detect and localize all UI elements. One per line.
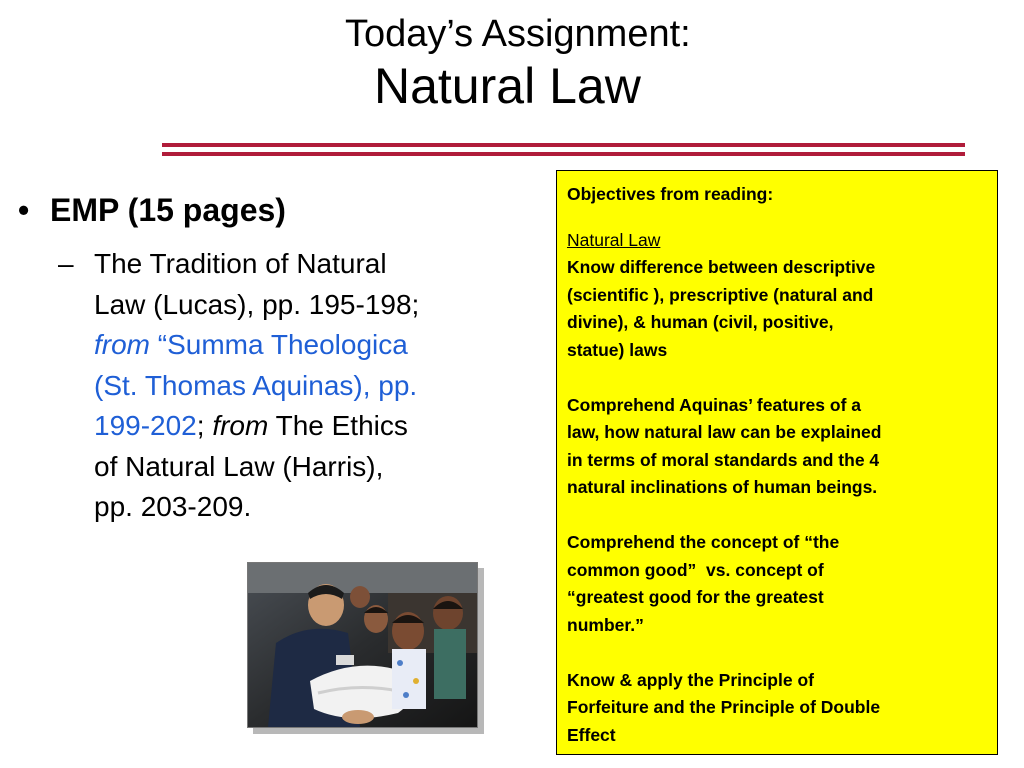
slide-title-line2: Natural Law [374, 58, 641, 114]
ethics-title: The Ethics [268, 410, 408, 441]
reading-line-5 [94, 406, 504, 447]
from-word: from [212, 410, 269, 441]
objective-line: Know & apply the Principle of [567, 669, 814, 690]
objective-line: law, how natural law can be explained [567, 422, 882, 442]
photo-illustration [248, 563, 477, 727]
objective-line: divine), & human (civil, positive, [567, 312, 834, 332]
objective-line: “greatest good for the greatest [567, 587, 824, 607]
reading-line-2: Law (Lucas), pp. 195-198; [94, 288, 420, 320]
paragraph-gap [567, 639, 987, 667]
objective-line: common good” vs. concept of [567, 559, 824, 580]
objectives-subheading: Natural Law [567, 229, 661, 250]
photo-image [247, 562, 478, 728]
objective-line: Know difference between descriptive [567, 257, 876, 277]
slide-title-line1: Today’s Assignment: [345, 13, 691, 55]
separator: ; [196, 410, 213, 441]
title-divider-top [162, 143, 965, 147]
reading-line-3 [94, 325, 504, 366]
objective-line: number.” [567, 614, 644, 635]
objective-line: natural inclinations of human beings. [567, 477, 878, 497]
summa-pages: 199-202 [94, 410, 197, 441]
paragraph-gap [567, 502, 987, 530]
objective-line: Forfeiture and the Principle of Double [567, 697, 881, 717]
objectives-heading: Objectives from reading: [567, 184, 774, 204]
objective-line: statue) laws [567, 339, 668, 360]
paragraph-gap [567, 364, 987, 392]
objective-line: Comprehend Aquinas’ features of a [567, 394, 861, 415]
objective-line: (scientific ), prescriptive (natural and [567, 284, 874, 305]
reading-line-4: (St. Thomas Aquinas), pp. [94, 369, 418, 401]
sub-bullet-readings [94, 244, 504, 528]
objective-line: in terms of moral standards and the 4 [567, 449, 880, 470]
reading-line-7: pp. 203-209. [94, 491, 252, 522]
objective-line: Comprehend the concept of “the [567, 532, 840, 552]
summa-title: “Summa Theologica [150, 329, 408, 360]
bullet-label: EMP (15 pages) [50, 192, 286, 228]
objectives-box [556, 170, 998, 755]
bullet-marker: • [18, 192, 30, 228]
sub-bullet-marker: – [58, 248, 74, 279]
reading-line-1: The Tradition of Natural [94, 248, 387, 279]
title-divider-bottom [162, 152, 965, 156]
from-word: from [94, 329, 150, 360]
reading-line-6: of Natural Law (Harris), [94, 450, 384, 482]
objective-line: Effect [567, 724, 616, 745]
